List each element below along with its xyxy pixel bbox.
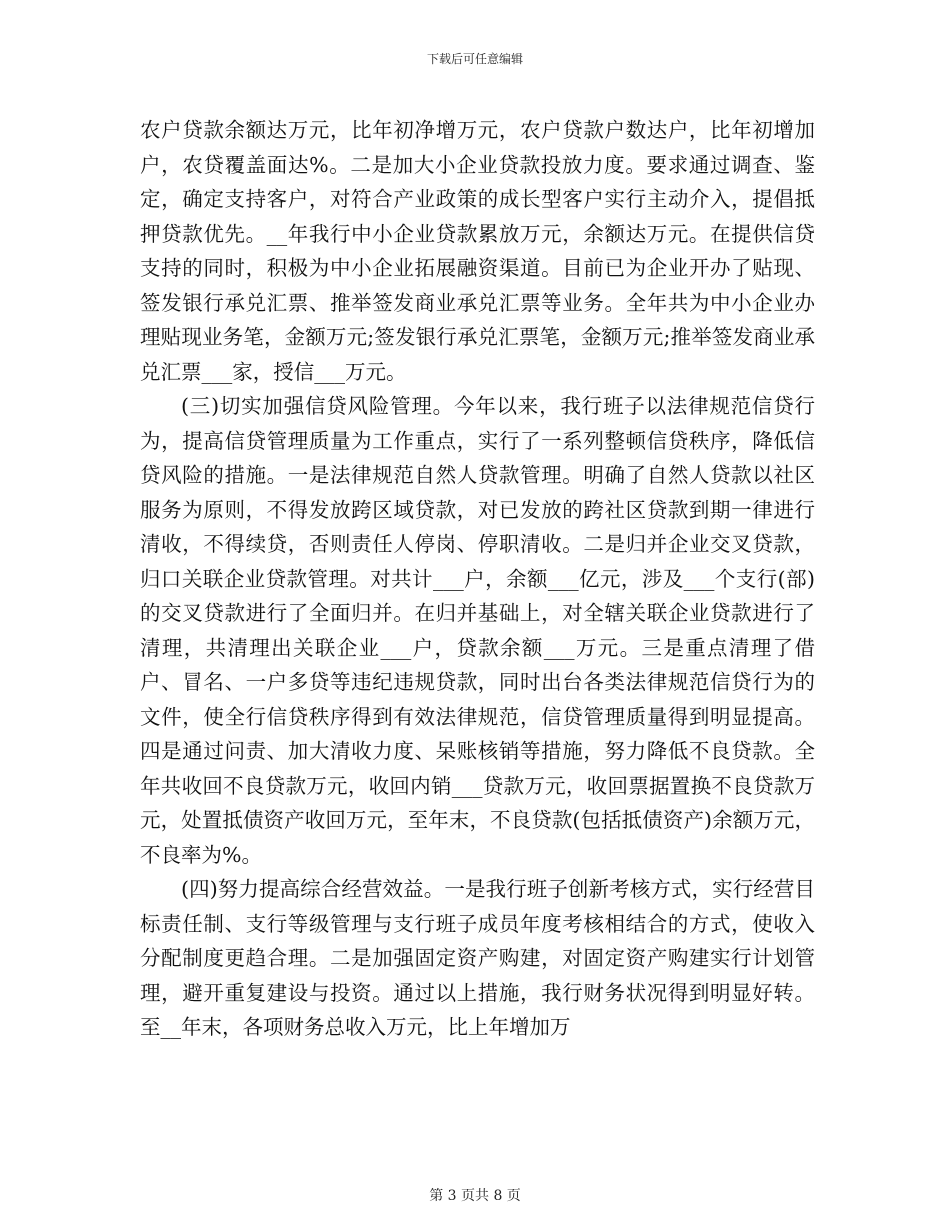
paragraph-credit-risk: (三)切实加强信贷风险管理。今年以来，我行班子以法律规范信贷行为，提高信贷管理质量为工作重点，实行了一系列整顿信贷秩序，降低信贷风险的措施。一是法律规范自然人贷款管理。明确了自然人贷款以社区服务为原则，不得发放跨区域贷款，对已发放的跨社区贷款到期一律进行清收，不得续贷，否则责任人停岗、停职清收。二是归并企业交叉贷款，归口关联企业贷款管理。对共计___户，余额___亿元，涉及___个支行(部)的交叉贷款进行了全面归并。在归并基础上，对全辖关联企业贷款进行了清理，共清理出关联企业___户，贷款余额___万元。三是重点清理了借户、冒名、一户多贷等违纪违规贷款，同时出台各类法律规范信贷行为的文件，使全行信贷秩序得到有效法律规范，信贷管理质量得到明显提高。四是通过问责、加大清收力度、呆账核销等措施，努力降低不良贷款。全年共收回不良贷款万元，收回内销___贷款万元，收回票据置换不良贷款万元，处置抵债资产收回万元，至年末，不良贷款(包括抵债资产)余额万元，不良率为%。 bbox=[140, 394, 815, 867]
paragraph-operating-efficiency: (四)努力提高综合经营效益。一是我行班子创新考核方式，实行经营目标责任制、支行等级管理与支行班子成员年度考核相结合的方式，使收入分配制度更趋合理。二是加强固定资产购建，对固定资产购建实行计划管理，避开重复建设与投资。通过以上措施，我行财务状况得到明显好转。至__年末，各项财务总收入万元，比上年增加万 bbox=[140, 877, 815, 1039]
paragraph-loans: 农户贷款余额达万元，比年初净增万元，农户贷款户数达户，比年初增加户，农贷覆盖面达%。二是加大小企业贷款投放力度。要求通过调查、鉴定，确定支持客户，对符合产业政策的成长型客户实行主动介入，提倡抵押贷款优先。__年我行中小企业贷款累放万元，余额达万元。在提供信贷支持的同时，积极为中小企业拓展融资渠道。目前已为企业开办了贴现、签发银行承兑汇票、推举签发商业承兑汇票等业务。全年共为中小企业办理贴现业务笔，金额万元;签发银行承兑汇票笔，金额万元;推举签发商业承兑汇票___家，授信___万元。 bbox=[140, 118, 815, 384]
page-header: 下载后可任意编辑 bbox=[426, 52, 523, 66]
document-body bbox=[140, 113, 815, 1045]
page-footer: 第 3 页共 8 页 bbox=[429, 1188, 521, 1204]
